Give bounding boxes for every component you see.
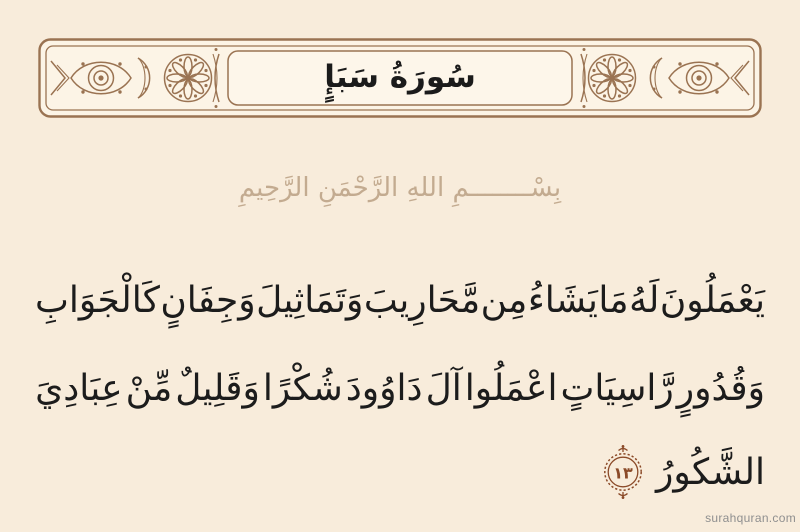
- verse-word: اعْمَلُوا: [464, 367, 558, 409]
- ayah-number-medallion-icon: [602, 443, 644, 501]
- verse-line-1: [35, 256, 765, 344]
- verse-line-2: [35, 344, 765, 432]
- verse-text: [35, 256, 765, 512]
- site-watermark: surahquran.com: [705, 511, 796, 525]
- verse-word: آلَ: [425, 367, 462, 409]
- verse-word: دَاوُودَ: [345, 367, 423, 409]
- verse-word: مَّحَارِيبَ: [363, 279, 481, 321]
- verse-word: مَا: [598, 279, 629, 321]
- verse-word: شُكْرًا: [262, 367, 343, 409]
- surah-title-frame: [38, 38, 762, 118]
- bismillah: بِسْــــــــمِ اللهِ الرَّحْمَنِ الرَّحِيمِ: [238, 173, 562, 203]
- verse-line-3: [35, 432, 765, 512]
- verse-word: رَّاسِيَاتٍ: [560, 367, 674, 409]
- verse-word: يَعْمَلُونَ: [659, 279, 765, 321]
- verse-word: كَالْجَوَابِ: [35, 279, 160, 321]
- verse-word: وَقُدُورٍ: [676, 367, 765, 409]
- verse-word: يَشَاءُ: [527, 279, 598, 321]
- verse-word: وَجِفَانٍ: [160, 279, 256, 321]
- verse-word: لَهُ: [629, 279, 660, 321]
- ayah-number: ١٣: [613, 463, 633, 483]
- verse-word: وَتَمَاثِيلَ: [256, 279, 364, 321]
- verse-word: الشَّكُورُ: [656, 451, 765, 493]
- verse-word: مِّنْ: [125, 367, 173, 409]
- surah-title: سُورَةُ سَبَإٍ: [324, 58, 476, 95]
- verse-word: وَقَلِيلٌ: [175, 367, 260, 409]
- verse-word: عِبَادِيَ: [35, 367, 123, 409]
- verse-word: مِن: [480, 279, 528, 321]
